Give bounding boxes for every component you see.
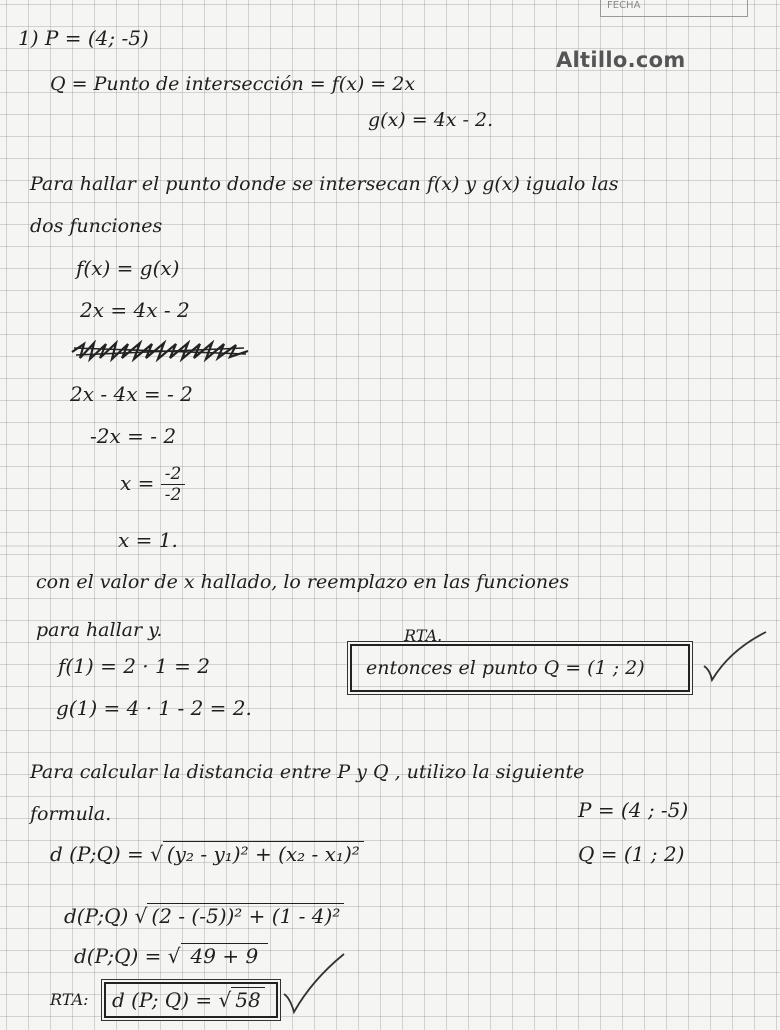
text-line: con el valor de x hallado, lo reemplazo en las funciones (36, 571, 570, 593)
date-field: FECHA (600, 0, 748, 17)
subst-lhs: d(P;Q) (64, 904, 129, 928)
final-lhs: d (P; Q) = (112, 988, 213, 1012)
final-answer-text (112, 988, 265, 1012)
final-answer-box (104, 982, 278, 1018)
text-line: dos funciones (30, 215, 163, 237)
checkmark-icon (278, 950, 348, 1020)
sqrt-sign: √ (167, 944, 181, 968)
distance-formula (50, 842, 364, 866)
point-p-definition: P = (4 ; -5) (578, 798, 689, 822)
equation-line: x = 1. (118, 528, 178, 552)
answer-box (350, 644, 690, 692)
answer-text: entonces el punto Q = (1 ; 2) (366, 657, 645, 679)
text-line: formula. (30, 803, 112, 825)
paper-fold (0, 545, 780, 547)
answer-label: RTA: (50, 990, 89, 1009)
equation-line: 2x = 4x - 2 (80, 298, 190, 322)
substitution-line (64, 904, 344, 928)
sqrt-sign: √ (134, 904, 148, 928)
equation-line: f(x) = g(x) (76, 256, 180, 280)
equation-line: -2x = - 2 (90, 424, 177, 448)
subst-radicand: (2 - (-5))² + (1 - 4)² (147, 903, 344, 928)
text-line: Para calcular la distancia entre P y Q , utilizo la siguiente (30, 761, 585, 783)
equation-line: g(1) = 4 · 1 - 2 = 2. (56, 696, 252, 720)
fraction-lhs: x = (120, 471, 155, 495)
calc-lhs: d(P;Q) = (74, 944, 162, 968)
equation-line: 2x - 4x = - 2 (70, 382, 193, 406)
text-line: para hallar y. (36, 619, 163, 641)
watermark-logo: Altillo.com (556, 48, 686, 72)
checkmark-icon (700, 630, 770, 682)
equation-line (120, 464, 185, 505)
equation-line: f(1) = 2 · 1 = 2 (58, 654, 210, 678)
calc-radicand: 49 + 9 (181, 943, 269, 968)
fraction-denominator: -2 (164, 485, 182, 505)
fraction-numerator: -2 (161, 464, 186, 485)
problem-number-line: 1) P = (4; -5) (18, 26, 149, 50)
scribble-crossout (70, 340, 252, 362)
text-line: Para hallar el punto donde se intersecan f(x) y g(x) igualo las (30, 173, 619, 195)
formula-lhs: d (P;Q) = (50, 842, 144, 866)
formula-radicand: (y₂ - y₁)² + (x₂ - x₁)² (163, 841, 364, 866)
text-line: Q = Punto de intersección = f(x) = 2x (50, 73, 416, 95)
fraction (161, 464, 186, 505)
sqrt-sign: √ (150, 842, 163, 866)
point-q-definition: Q = (1 ; 2) (578, 842, 685, 866)
calculation-line (74, 944, 268, 968)
final-radicand: 58 (231, 987, 264, 1012)
text-line: g(x) = 4x - 2. (368, 109, 494, 131)
answer-label: RTA. (404, 626, 443, 645)
sqrt-sign: √ (218, 988, 232, 1012)
